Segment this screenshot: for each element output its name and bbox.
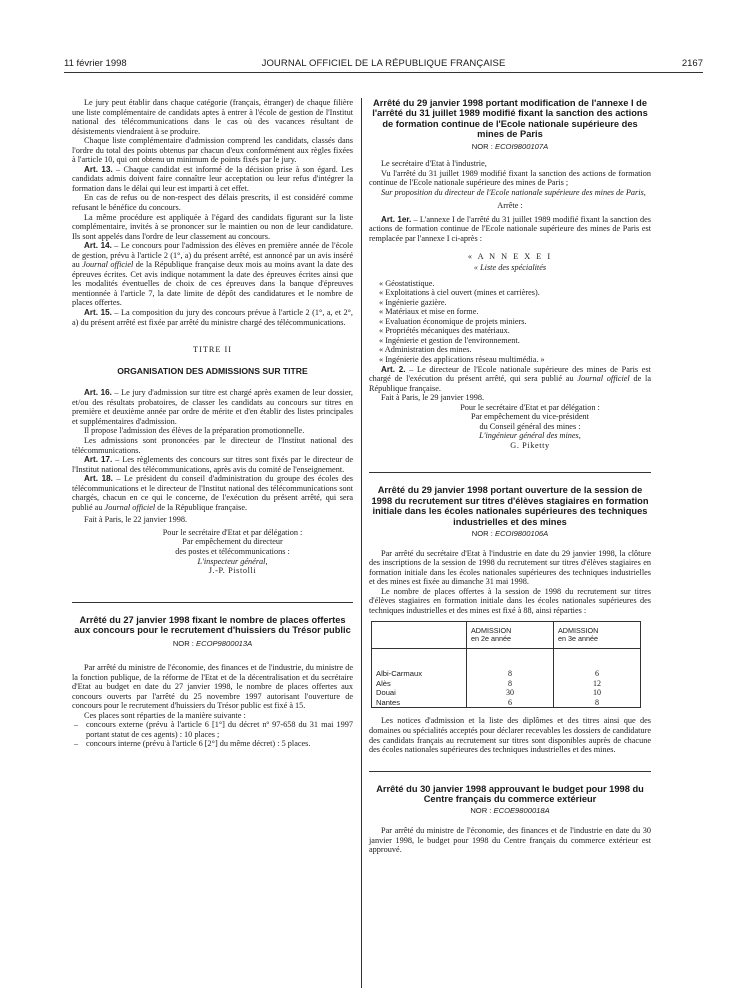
article-13 — [72, 165, 353, 194]
column-divider — [361, 98, 362, 988]
signature-line: Par empêchement du directeur — [182, 537, 283, 547]
paragraph: Par arrêté du ministre de l'économie, des finances et de l'industrie en date du 30 janvier 1998, le budget pour 1998 du Centre français du commerce extérieur est approuvé. — [369, 826, 651, 855]
decree-title: Arrêté du 29 janvier 1998 portant modification de l'annexe I de l'arrêté du 31 juillet 1989 modifié fixant la sanction des actions de formation continue de l'Ecole nationale supérieure des mines de Paris — [372, 98, 648, 140]
header-page-number: 2167 — [681, 58, 703, 69]
signature-date: Fait à Paris, le 22 janvier 1998. — [84, 515, 188, 525]
signatory-name: G. Piketty — [510, 440, 550, 450]
specialite-item: « Evaluation économique de projets miniers. — [379, 316, 527, 326]
spacer-cell — [372, 649, 467, 670]
nor-code: ECOI9800106A — [495, 529, 549, 539]
article-label: Art. 16. — [84, 388, 112, 398]
specialite-item: « Exploitations à ciel ouvert (mines et carrières). — [379, 288, 540, 298]
specialite-item: « Matériaux et mise en forme. — [379, 307, 479, 317]
article-17 — [72, 455, 353, 474]
specialite-item: « Propriétés mécaniques des matériaux. — [379, 326, 510, 336]
article-text: – Les règlements des concours sur titres sont fixés par le directeur de l'Institut national des télécommunications, après avis du comité de l'enseignement. — [72, 455, 353, 474]
nor-code: ECOI9800107A — [495, 141, 549, 151]
nor-label: NOR : — [470, 806, 494, 816]
school-name: Alès — [372, 679, 467, 689]
paragraph: Sur proposition du directeur de l'Ecole nationale supérieure des mines de Paris, — [381, 187, 646, 197]
nor-label: NOR : — [172, 639, 197, 649]
table-row — [372, 698, 641, 708]
article-text: – Le directeur de l'Ecole nationale supérieure des mines de Paris est chargé de l'exécution du présent arrêté, qui sera publié au — [369, 364, 651, 384]
school-name: Douai — [372, 688, 467, 698]
decree-title: Arrêté du 30 janvier 1998 approuvant le budget pour 1998 du Centre français du commerce extérieur — [376, 783, 644, 805]
signatory-name: J.-P. Pistolli — [208, 566, 257, 576]
signature-date: Fait à Paris, le 29 janvier 1998. — [381, 393, 485, 403]
admission-table — [371, 621, 641, 708]
table-corner — [372, 622, 467, 649]
paragraph: La même procédure est appliquée à l'égard des candidats figurant sur la liste complémentaire, invités à se prononcer sur le maintien ou non de leur candidature. Ils sont appelés dans l'ordre de leur classement au concours. — [72, 212, 353, 241]
nor-label: NOR : — [471, 141, 495, 151]
signature-line: Pour le secrétaire d'Etat et par délégation : — [162, 527, 303, 537]
places-3e-annee: 12 — [554, 679, 641, 689]
article-16 — [72, 388, 353, 426]
signature-line: des postes et télécommunications : — [175, 546, 290, 556]
specialite-item: « Ingénierie et gestion de l'environnement. — [379, 335, 520, 345]
arrete-heading: Arrête : — [497, 201, 523, 211]
page-header — [64, 58, 703, 72]
specialite-item: « Ingénierie gazière. — [379, 297, 447, 307]
places-2e-annee: 30 — [467, 688, 554, 698]
nor-code: ECOP9800013A — [196, 639, 253, 649]
signature-title: L'inspecteur général, — [197, 556, 268, 566]
right-column — [369, 98, 651, 855]
signature-title: L'ingénieur général des mines, — [479, 431, 581, 441]
specialites-list — [369, 279, 651, 365]
paragraph: Il propose l'admission des élèves de la préparation promotionnelle. — [84, 426, 305, 436]
journal-officiel-ref: Journal officiel — [104, 502, 156, 512]
table-row — [372, 688, 641, 698]
decree-title: Arrêté du 27 janvier 1998 fixant le nombre de places offertes aux concours pour le recrutement d'huissiers du Trésor public — [74, 614, 351, 636]
paragraph: Par arrêté du secrétaire d'Etat à l'industrie en date du 29 janvier 1998, la clôture des inscriptions de la session de 1998 du recrutement sur titres d'élèves stagiaires en formation initiale dans les écoles nationales supérieures des techniques industrielles et des mines est fixée au dimanche 31 mai 1998. — [369, 548, 651, 587]
paragraph: Les admissions sont prononcées par le directeur de l'Institut national des télécommunications. — [72, 435, 353, 455]
specialite-item: « Ingénierie des applications réseau multimédia. » — [379, 355, 545, 365]
places-3e-annee: 6 — [554, 669, 641, 679]
article-label: Art. 18. — [84, 474, 113, 484]
article-text: – Le président du conseil d'administration du groupe des écoles des télécommunications et le directeur de l'Institut national des télécommunications sont chargés, chacun en ce qui le concerne, de l'exécution du présent arrêté, qui sera publié au — [72, 474, 353, 512]
specialite-item: « Géostatistique. — [379, 278, 435, 288]
column-header-sub: en 2e année — [471, 634, 511, 644]
journal-officiel-ref: Journal officiel — [577, 374, 630, 384]
header-rule — [64, 72, 703, 73]
column-header-2e-annee — [467, 622, 554, 649]
article-text: de la République française. — [369, 374, 652, 393]
article-text: de la République française. — [155, 502, 248, 512]
paragraph: Le jury peut établir dans chaque catégorie (français, étranger) de chaque filière une liste complémentaire de candidats aptes à entrer à l'école de gestion de l'Institut national des télécommunications dans le cas où des vacances résultant de désistements viendraient à se produire. — [72, 98, 353, 136]
signature-block — [112, 528, 353, 576]
places-2e-annee: 8 — [467, 679, 554, 689]
paragraph: Chaque liste complémentaire d'admission comprend les candidats, classés dans l'ordre du total des points obtenus par chacun d'eux conformément aux règles fixées à l'article 10, qui ont obtenu un minimum de points fixés par le jury. — [72, 136, 353, 165]
nor-reference — [369, 806, 651, 816]
article-14 — [72, 241, 353, 308]
paragraph: En cas de refus ou de non-respect des délais prescrits, il est considéré comme refusant le bénéfice du concours. — [72, 193, 353, 213]
section-separator — [72, 602, 353, 603]
paragraph: Les notices d'admission et la liste des diplômes et des titres ainsi que des domaines ou spécialités acceptés pour déclarer recevables les dossiers de candidature des candidats français au recrutement sur titres sont disponibles auprès de chacune des écoles nationales supérieures des techniques industrielles et des mines. — [369, 716, 651, 755]
titre-heading: TITRE II — [193, 345, 232, 355]
column-header-label: ADMISSION — [471, 625, 512, 635]
signature-line: Par empêchement du vice-président — [471, 412, 589, 422]
signature-block — [409, 403, 651, 451]
article-text: – L'annexe I de l'arrêté du 31 juillet 1989 modifié fixant la sanction des actions de formation continue de l'Ecole nationale supérieure des mines de Paris est remplacée par l'annexe I ci-après : — [369, 214, 651, 243]
table-row — [372, 669, 641, 679]
article-text: – Le concours pour l'admission des élèves en première année de l'école de gestion, prévu à l'article 2 (1°, a) du présent arrêté, est annoncé par un avis inséré au — [72, 241, 353, 270]
decree-title: Arrêté du 29 janvier 1998 portant ouverture de la session de 1998 du recrutement sur titres d'élèves stagiaires en formation initiale dans les écoles nationales supérieures des techniques industrielles et des mines — [371, 485, 649, 527]
spacer-cell — [554, 649, 641, 670]
article-label: Art. 13. — [84, 164, 113, 174]
left-column — [72, 98, 353, 749]
article-2 — [369, 365, 651, 394]
places-3e-annee: 10 — [554, 688, 641, 698]
column-header-3e-annee — [554, 622, 641, 649]
article-text: – Chaque candidat est informé de la décision prise à son égard. Les candidats admis doivent faire connaître leur acceptation ou leur refus d'intégrer la formation dans le délai qui leur est imparti à cet effet. — [72, 164, 353, 193]
article-label: Art. 14. — [84, 241, 112, 251]
paragraph: Ces places sont réparties de la manière suivante : — [84, 710, 246, 720]
table-row — [372, 679, 641, 689]
article-label: Art. 1er. — [381, 214, 412, 224]
article-text: de la République française deux mois au moins avant la date des épreuves écrites. Cet avis indique notamment la date des épreuves écrites ainsi que les modalités éventuelles de choix de ces épreuves dans la banque d'épreuves mentionnée à l'article 7, la date limite de dépôt des candidatures et le nombre de places offertes. — [72, 260, 353, 308]
signature-line: Pour le secrétaire d'Etat et par délégation : — [460, 402, 600, 412]
nor-label: NOR : — [471, 529, 495, 539]
annex-title: « A N N E X E I — [467, 251, 553, 261]
journal-officiel-ref: Journal officiel — [82, 260, 134, 270]
header-date: 11 février 1998 — [64, 58, 127, 69]
column-header-label: ADMISSION — [558, 625, 599, 635]
article-18 — [72, 474, 353, 512]
article-label: Art. 15. — [84, 308, 112, 318]
nor-reference — [369, 142, 651, 152]
table-spacer-row — [372, 649, 641, 670]
paragraph: Le nombre de places offertes à la session de 1998 du recrutement sur titres d'élèves stagiaires en formation initiale dans les écoles nationales supérieures des techniques industrielles et des mines est fixé à 88, ainsi réparties : — [369, 586, 651, 615]
places-2e-annee: 8 — [467, 669, 554, 679]
signature-line: du Conseil général des mines : — [479, 421, 581, 431]
header-journal-title: JOURNAL OFFICIEL DE LA RÉPUBLIQUE FRANÇAISE — [261, 58, 506, 69]
places-3e-annee: 8 — [554, 698, 641, 708]
specialite-item: « Administration des mines. — [379, 345, 472, 355]
paragraph: Vu l'arrêté du 31 juillet 1989 modifié fixant la sanction des actions de formation continue de l'Ecole nationale supérieure des mines de Paris ; — [369, 168, 651, 188]
column-header-sub: en 3e année — [558, 634, 598, 644]
nor-reference — [72, 639, 353, 649]
paragraph: Le secrétaire d'Etat à l'industrie, — [381, 159, 487, 169]
school-name: Nantes — [372, 698, 467, 708]
paragraph: Par arrêté du ministre de l'économie, des finances et de l'industrie, du ministre de la fonction publique, de la réforme de l'Etat et de la décentralisation et du secrétaire d'Etat au budget en date du 27 janvier 1998, le nombre de places offertes aux concours ouverts par l'arrêté du 25 novembre 1997 autorisant l'ouverture de concours pour le recrutement d'huissiers du Trésor public est fixé à 15. — [72, 662, 353, 711]
article-1 — [369, 215, 651, 244]
list-item: – concours externe (prévu à l'article 6 [1°] du décret nº 97-658 du 31 mai 1997 portant statut de ces agents) : 10 places ; — [72, 720, 353, 739]
section-subtitle: ORGANISATION DES ADMISSIONS SUR TITRE — [117, 365, 308, 376]
article-15 — [72, 308, 353, 327]
section-separator — [369, 771, 651, 772]
list-item: – concours interne (prévu à l'article 6 [2°] du même décret) : 5 places. — [72, 739, 353, 749]
annex-subtitle: « Liste des spécialités — [473, 263, 547, 273]
places-2e-annee: 6 — [467, 698, 554, 708]
spacer-cell — [467, 649, 554, 670]
nor-reference — [369, 529, 651, 539]
article-label: Art. 2. — [381, 364, 406, 374]
article-label: Art. 17. — [84, 455, 113, 465]
nor-code: ECOE9800018A — [493, 806, 550, 816]
section-separator — [369, 472, 651, 473]
article-text: – Le jury d'admission sur titre est chargé après examen de leur dossier, et/ou des résultats probatoires, de classer les candidats au concours sur titres en première et deuxième année par ordre de mérite et d'en établir des listes principales et supplémentaires d'admission. — [72, 388, 353, 426]
school-name: Albi-Carmaux — [372, 669, 467, 679]
article-text: – La composition du jury des concours prévue à l'article 2 (1°, a, et 2°, a) du présent arrêté est fixée par arrêté du ministre chargé des télécommunications. — [72, 308, 353, 327]
